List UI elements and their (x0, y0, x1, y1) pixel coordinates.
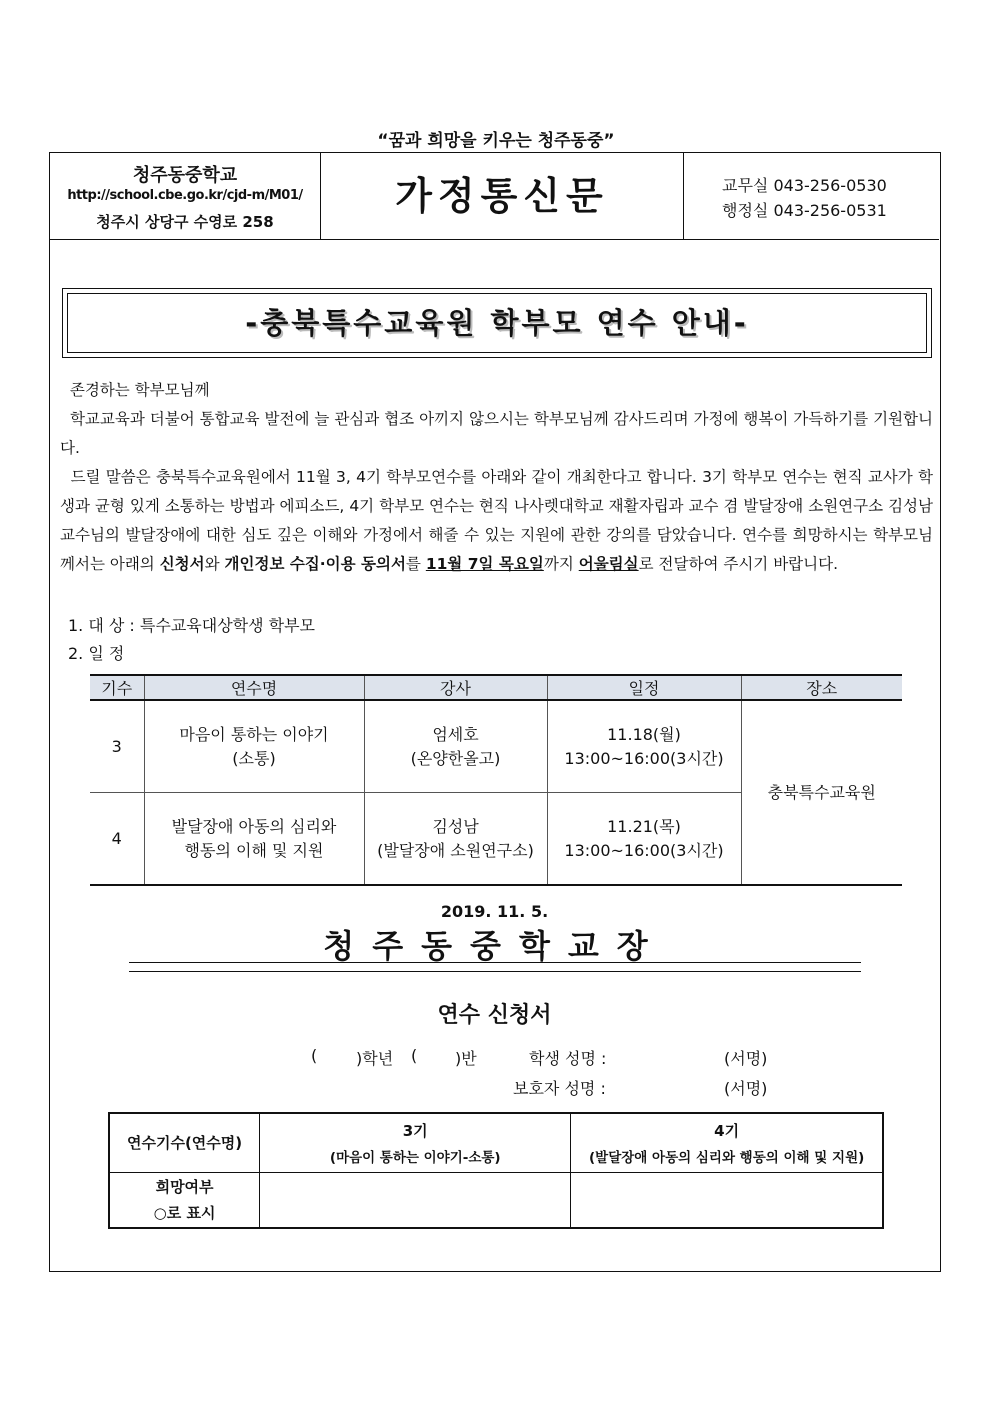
grade-label: )학년 (356, 1049, 394, 1068)
form-col-4: 4기 (발달장애 아동의 심리와 행동의 이해 및 지원) (571, 1113, 883, 1172)
school-address: 청주시 상당구 수영로 258 (96, 213, 274, 231)
cell-no: 3 (90, 700, 144, 793)
class-open: ( (411, 1046, 418, 1065)
class-label: )반 (455, 1049, 477, 1068)
grade-open: ( (311, 1046, 318, 1065)
cell-date: 11.21(목) 13:00~16:00(3시간) (547, 793, 741, 886)
school-url[interactable]: http://school.cbe.go.kr/cjd-m/M01/ (67, 188, 303, 203)
form-check-4[interactable] (571, 1172, 883, 1228)
cell-no: 4 (90, 793, 144, 886)
phone-teachers-office: 교무실 043-256-0530 (722, 176, 887, 195)
table-row (90, 700, 902, 793)
student-sign: (서명) (724, 1049, 768, 1068)
header-lecturer: 강사 (364, 675, 547, 700)
phone-admin-office: 행정실 043-256-0531 (722, 201, 887, 220)
newsletter-title: 가정통신문 (321, 153, 684, 239)
header-date: 일정 (547, 675, 741, 700)
issue-date: 2019. 11. 5. (440, 902, 549, 921)
header (50, 153, 939, 240)
schedule-table (90, 674, 902, 886)
school-name: 청주동중학교 (132, 165, 238, 186)
header-title: 연수명 (144, 675, 364, 700)
schedule-item: 2. 일 정 (68, 644, 125, 663)
header-no: 기수 (90, 675, 144, 700)
paragraph-1: 학교교육과 더불어 통합교육 발전에 늘 관심과 협조 아끼지 않으시는 학부모님께 감사드리며 가정에 행복이 가득하기를 기원합니다. (60, 410, 933, 457)
cell-place: 충북특수교육원 (741, 700, 902, 885)
paragraph-2: 드릴 말씀은 충북특수교육원에서 11월 3, 4기 학부모연수를 아래와 같이 개최한다고 합니다. 3기 학부모 연수는 현직 교사가 학생과 균형 있게 소통하는 방법과 에피소드, 4기 학부모 연수는 현직 나사렛대학교 재활자립과 교수 겸 발달장애 소원연구소 김성남 교수님의 발달장애에 대한 심도 깊은 이해와 가정에서 해줄 수 있는 지원에 관한 강의를 담았습니다. 연수를 희망하시는 학부모님께서는 아래의 신청서와 개인정보 수집·이용 동의서를 11월 7일 목요일까지 어울림실로 전달하여 주시기 바랍니다. (60, 468, 934, 573)
cut-line (129, 962, 861, 972)
slogan: “꿈과 희망을 키우는 청주동중” (377, 131, 615, 151)
notice-body (60, 376, 933, 579)
parent-name-label: 보호자 성명 : (513, 1079, 606, 1098)
notice-title: -충북특수교육원 학부모 연수 안내- (67, 293, 927, 353)
cell-title: 발달장애 아동의 심리와 행동의 이해 및 지원 (144, 793, 364, 886)
form-title: 연수 신청서 (437, 1003, 552, 1028)
school-info (50, 153, 321, 239)
cell-lecturer: 김성남 (발달장애 소원연구소) (364, 793, 547, 886)
info-items (68, 612, 315, 668)
header-place: 장소 (741, 675, 902, 700)
form-row-label: 희망여부 ○로 표시 (109, 1172, 260, 1228)
form-col-3: 3기 (마음이 통하는 이야기-소통) (260, 1113, 571, 1172)
form-check-3[interactable] (260, 1172, 571, 1228)
greeting: 존경하는 학부모님께 (69, 381, 210, 399)
cell-date: 11.18(월) 13:00~16:00(3시간) (547, 700, 741, 793)
principal-signature: 청주동중학교장 (323, 927, 666, 965)
contact-info (722, 173, 887, 223)
form-col-header: 연수기수(연수명) (109, 1113, 260, 1172)
application-table (108, 1112, 884, 1229)
student-name-label: 학생 성명 : (529, 1049, 607, 1068)
notice-title-box (62, 288, 932, 358)
cell-lecturer: 엄세호 (온양한올고) (364, 700, 547, 793)
cell-title: 마음이 통하는 이야기 (소통) (144, 700, 364, 793)
newsletter-frame (49, 152, 941, 1272)
target-item: 1. 대 상 : 특수교육대상학생 학부모 (68, 616, 316, 635)
parent-sign: (서명) (724, 1079, 768, 1098)
